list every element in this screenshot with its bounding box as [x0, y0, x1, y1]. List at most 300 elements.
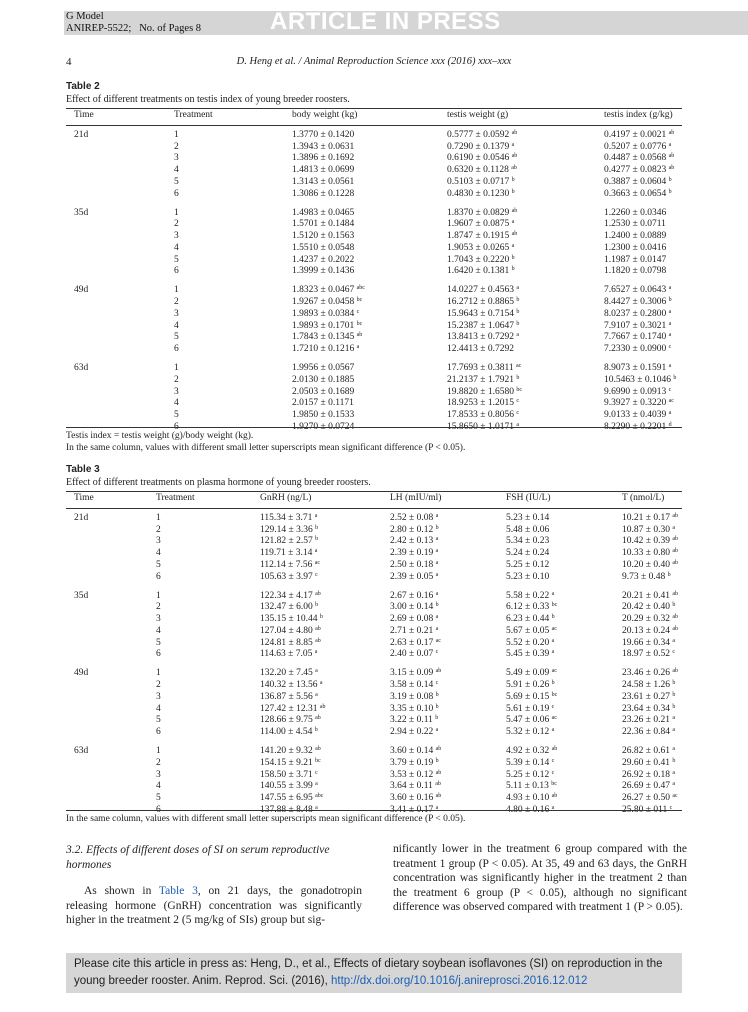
value-cell: 10.5463 ± 0.1046 $^b$ [604, 374, 677, 385]
value-cell: 22.36 ± 0.84 $^a$ [622, 726, 676, 737]
value-cell: 128.66 ± 9.75 $^{ab}$ [260, 715, 321, 726]
table-row [66, 649, 682, 661]
value-cell: 1.4983 ± 0.0465 [292, 207, 355, 218]
value-cell-superscript: ab [315, 746, 321, 753]
value-cell: 2.50 ± 0.18 $^a$ [390, 559, 439, 570]
value-cell: 5.49 ± 0.09 $^{ac}$ [506, 668, 557, 679]
value-cell: 9.73 ± 0.48 $^b$ [622, 571, 671, 582]
value-cell-superscript: abc [356, 285, 365, 292]
column-header: GnRH (ng/L) [260, 493, 312, 503]
value-cell: 3.19 ± 0.08 $^b$ [390, 691, 439, 702]
table-row [66, 219, 682, 231]
table-row [66, 746, 682, 758]
value-cell: 15.9643 ± 0.7154 $^b$ [447, 308, 520, 319]
value-cell: 1.5120 ± 0.1563 [292, 231, 355, 242]
value-cell: 122.34 ± 4.17 $^{ab}$ [260, 590, 321, 601]
article-id: ANIREP-5522; [66, 23, 132, 34]
value-cell: 5.52 ± 0.20 $^a$ [506, 637, 555, 648]
value-cell: 20.29 ± 0.32 $^{ab}$ [622, 614, 679, 625]
treatment-cell: 5 [156, 559, 161, 570]
table-row [66, 626, 682, 638]
value-cell-superscript: a [672, 726, 676, 733]
value-cell-superscript: a [314, 649, 318, 656]
value-cell: 5.67 ± 0.05 $^{ac}$ [506, 625, 557, 636]
value-cell: 0.5207 ± 0.0776 $^a$ [604, 141, 672, 152]
value-cell-superscript: a [315, 781, 318, 788]
value-cell-superscript: bc [551, 781, 557, 788]
value-cell: 5.39 ± 0.14 $^c$ [506, 757, 555, 768]
value-cell-superscript: b [435, 691, 439, 698]
value-cell-superscript: b [511, 188, 515, 195]
value-cell-superscript: a [435, 513, 439, 519]
table-row [66, 525, 682, 537]
treatment-cell: 1 [174, 285, 179, 296]
journal-model-info [66, 11, 201, 35]
value-cell: 20.21 ± 0.41 $^{ab}$ [622, 590, 679, 601]
value-cell: 12.4413 ± 0.7292 [447, 343, 514, 354]
treatment-cell: 2 [174, 141, 179, 152]
value-cell: 2.52 ± 0.08 $^a$ [390, 513, 439, 523]
value-cell: 7.6527 ± 0.0643 $^a$ [604, 285, 672, 296]
value-cell-superscript: b [435, 703, 439, 710]
value-cell-superscript: ab [315, 590, 321, 597]
value-cell-superscript: bc [551, 691, 558, 698]
value-cell: 23.61 ± 0.27 $^b$ [622, 691, 676, 702]
value-cell: 115.34 ± 3.71 $^a$ [260, 513, 318, 523]
value-cell: 7.7667 ± 0.1740 $^a$ [604, 332, 672, 343]
value-cell-superscript: c [315, 571, 318, 578]
value-cell: 147.55 ± 6.95 $^{abc}$ [260, 792, 324, 803]
value-cell: 5.34 ± 0.23 [506, 536, 550, 547]
value-cell: 0.6190 ± 0.0546 $^{ab}$ [447, 153, 518, 164]
value-cell-superscript: a [435, 625, 439, 632]
value-cell-superscript: a [668, 308, 672, 315]
value-cell: 2.80 ± 0.12 $^b$ [390, 524, 439, 535]
value-cell-superscript: a [516, 421, 520, 428]
value-cell: 1.5510 ± 0.0548 [292, 242, 355, 253]
value-cell: 15.8650 ± 1.0171 $^a$ [447, 421, 520, 432]
value-cell-superscript: ac [551, 668, 557, 675]
table-row [66, 130, 682, 142]
value-cell: 0.6320 ± 0.1128 $^{ab}$ [447, 165, 517, 176]
table3-top-rule [66, 491, 682, 492]
value-cell: 1.7843 ± 0.1345 $^{ab}$ [292, 332, 363, 343]
value-cell: 1.2400 ± 0.0889 [604, 231, 667, 242]
time-cell: 35d [74, 590, 89, 601]
treatment-cell: 3 [174, 386, 179, 397]
table-row [66, 285, 682, 297]
table-row [66, 602, 682, 614]
value-cell: 4.92 ± 0.32 $^{ab}$ [506, 746, 558, 757]
value-cell-superscript: ab [435, 668, 442, 675]
table3-caption-block [66, 463, 371, 489]
value-cell-superscript: b [672, 680, 676, 687]
value-cell-superscript: b [516, 320, 520, 327]
value-cell: 1.6420 ± 0.1381 $^b$ [447, 266, 515, 277]
treatment-cell: 4 [156, 703, 161, 714]
column-header: FSH (IU/L) [506, 493, 551, 503]
value-cell: 2.40 ± 0.07 $^c$ [390, 649, 439, 660]
value-cell-superscript: b [435, 715, 439, 722]
value-cell: 6.23 ± 0.44 $^b$ [506, 614, 555, 625]
value-cell-superscript: b [511, 254, 515, 261]
treatment-cell: 5 [156, 637, 161, 648]
treatment-cell: 3 [174, 231, 179, 242]
treatment-cell: 3 [156, 769, 161, 780]
column-header: LH (mIU/ml) [390, 493, 442, 503]
value-cell-superscript: ab [435, 746, 442, 753]
treatment-cell: 3 [156, 536, 161, 547]
value-cell: 2.0130 ± 0.1885 [292, 374, 355, 385]
value-cell: 1.8370 ± 0.0829 $^{ab}$ [447, 207, 518, 218]
column-header: Treatment [156, 493, 195, 503]
value-cell-superscript: bc [356, 297, 363, 304]
table3-footnote: In the same column, values with different small letter superscripts mean significant difference (P < 0.05). [66, 814, 466, 824]
value-cell: 1.9267 ± 0.0458 $^{bc}$ [292, 297, 363, 308]
value-cell: 1.9893 ± 0.0384 $^c$ [292, 308, 360, 319]
value-cell: 18.97 ± 0.52 $^c$ [622, 649, 676, 660]
value-cell: 114.63 ± 7.05 $^a$ [260, 649, 318, 660]
value-cell: 3.53 ± 0.12 $^{ab}$ [390, 769, 442, 780]
treatment-cell: 5 [174, 176, 179, 187]
value-cell-superscript: a [672, 637, 676, 644]
value-cell: 5.32 ± 0.12 $^a$ [506, 726, 555, 737]
value-cell: 25.80 ± 011 $^c$ [622, 804, 673, 815]
value-cell-superscript: b [315, 602, 319, 609]
table2-label: Table 2 [66, 81, 100, 92]
table-row [66, 572, 682, 584]
time-cell: 63d [74, 363, 89, 374]
value-cell: 9.3927 ± 0.3220 $^{ac}$ [604, 398, 674, 409]
citation-text: Please cite this article in press as: Heng, D., et al., Effects of dietary soybean isoflavones (SI) on reproduction in the young breeder rooster. Anim. Reprod. Sci. (2016), [74, 958, 663, 987]
table-row [66, 387, 682, 399]
value-cell-superscript: a [668, 363, 672, 370]
value-cell: 16.2712 ± 0.8865 $^b$ [447, 297, 520, 308]
value-cell-superscript: a [435, 548, 439, 555]
value-cell: 1.1987 ± 0.0147 [604, 254, 667, 265]
value-cell: 9.6990 ± 0.0913 $^c$ [604, 386, 672, 397]
value-cell-superscript: c [435, 680, 439, 687]
column-header: testis index (g/kg) [604, 110, 673, 120]
value-cell-superscript: ab [672, 513, 679, 519]
table-row [66, 638, 682, 650]
value-cell-superscript: a [668, 141, 672, 148]
value-cell-superscript: ac [551, 625, 557, 632]
value-cell: 5.25 ± 0.12 [506, 559, 550, 570]
table3-link[interactable]: Table 3 [158, 885, 198, 897]
value-cell: 1.3943 ± 0.0631 [292, 141, 355, 152]
value-cell-superscript: a [551, 637, 555, 644]
value-cell: 2.67 ± 0.16 $^a$ [390, 590, 439, 601]
value-cell-superscript: a [435, 804, 439, 811]
value-cell: 5.69 ± 0.15 $^{bc}$ [506, 691, 558, 702]
value-cell: 1.5701 ± 0.1484 [292, 219, 355, 230]
value-cell-superscript: a [356, 343, 360, 350]
value-cell: 1.3143 ± 0.0561 [292, 176, 355, 187]
value-cell-superscript: ab [672, 625, 679, 632]
body-text-left [66, 884, 362, 928]
value-cell: 112.14 ± 7.56 $^{ac}$ [260, 559, 321, 570]
value-cell-superscript: a [315, 668, 318, 675]
column-header: Time [74, 110, 94, 120]
table3-caption: Effect of different treatments on plasma hormone of young breeder roosters. [66, 477, 371, 488]
treatment-cell: 4 [174, 242, 179, 253]
value-cell: 5.11 ± 0.13 $^{bc}$ [506, 781, 557, 792]
value-cell: 0.4830 ± 0.1230 $^b$ [447, 188, 515, 199]
treatment-cell: 2 [156, 757, 161, 768]
citation-box [66, 953, 682, 993]
value-cell: 1.9850 ± 0.1533 [292, 409, 355, 420]
value-cell-superscript: b [672, 703, 676, 710]
value-cell: 0.7290 ± 0.1379 $^a$ [447, 141, 515, 152]
value-cell: 6.12 ± 0.33 $^{bc}$ [506, 602, 558, 613]
table-row [66, 297, 682, 309]
table-row [66, 770, 682, 782]
value-cell: 3.00 ± 0.14 $^b$ [390, 602, 439, 613]
banner-title: ARTICLE IN PRESS [270, 8, 501, 35]
treatment-cell: 1 [156, 668, 161, 679]
value-cell-superscript: b [668, 188, 672, 195]
value-cell: 21.2137 ± 1.7921 $^b$ [447, 374, 520, 385]
value-cell: 3.60 ± 0.16 $^{ab}$ [390, 792, 442, 803]
treatment-cell: 6 [156, 571, 161, 582]
treatment-cell: 6 [174, 343, 179, 354]
value-cell: 26.69 ± 0.47 $^a$ [622, 781, 676, 792]
treatment-cell: 5 [156, 715, 161, 726]
value-cell: 17.7693 ± 0.3811 $^{ac}$ [447, 363, 522, 374]
value-cell: 1.9956 ± 0.0567 [292, 363, 355, 374]
value-cell-superscript: b [314, 726, 318, 733]
value-cell-superscript: a [551, 804, 555, 811]
table-row [66, 692, 682, 704]
table2-caption: Effect of different treatments on testis index of young breeder roosters. [66, 94, 350, 105]
value-cell-superscript: b [319, 614, 323, 621]
value-cell-superscript: a [435, 590, 439, 597]
value-cell: 7.2330 ± 0.0900 $^c$ [604, 343, 672, 354]
time-cell: 49d [74, 285, 89, 296]
treatment-cell: 5 [174, 409, 179, 420]
value-cell: 10.87 ± 0.30 $^a$ [622, 524, 676, 535]
value-cell: 3.15 ± 0.09 $^{ab}$ [390, 668, 442, 679]
treatment-cell: 2 [156, 602, 161, 613]
time-cell: 49d [74, 668, 89, 679]
value-cell: 3.35 ± 0.10 $^b$ [390, 703, 439, 714]
value-cell: 19.8820 ± 1.6580 $^{bc}$ [447, 386, 523, 397]
value-cell: 5.61 ± 0.19 $^c$ [506, 703, 555, 714]
value-cell: 132.20 ± 7.45 $^a$ [260, 668, 318, 679]
value-cell: 0.3887 ± 0.0604 $^b$ [604, 176, 672, 187]
value-cell-superscript: ab [551, 792, 558, 799]
value-cell-superscript: a [516, 285, 520, 292]
page-count: No. of Pages 8 [139, 23, 202, 34]
value-cell-superscript: bc [356, 320, 363, 327]
value-cell-superscript: ab [672, 590, 679, 597]
value-cell-superscript: b [315, 536, 319, 543]
value-cell: 26.82 ± 0.61 $^a$ [622, 746, 676, 757]
treatment-cell: 5 [174, 332, 179, 343]
value-cell-superscript: ac [551, 715, 557, 722]
table-header-row [66, 110, 682, 122]
value-cell: 8.4427 ± 0.3006 $^b$ [604, 297, 672, 308]
table-row [66, 208, 682, 220]
table-row [66, 781, 682, 793]
value-cell: 154.15 ± 9.21 $^{bc}$ [260, 757, 321, 768]
value-cell-superscript: a [435, 614, 439, 621]
value-cell: 14.0227 ± 0.4563 $^a$ [447, 285, 520, 296]
value-cell: 0.3663 ± 0.0654 $^b$ [604, 188, 672, 199]
value-cell: 140.55 ± 3.99 $^a$ [260, 781, 318, 792]
value-cell: 0.5777 ± 0.0592 $^{ab}$ [447, 130, 518, 140]
value-cell: 137.88 ± 8.48 $^a$ [260, 804, 318, 815]
value-cell-superscript: ab [668, 130, 675, 136]
table-row [66, 321, 682, 333]
value-cell: 2.63 ± 0.17 $^{ac}$ [390, 637, 441, 648]
value-cell-superscript: a [551, 726, 555, 733]
value-cell-superscript: b [668, 297, 672, 304]
value-cell-superscript: b [672, 757, 676, 764]
column-header: Time [74, 493, 94, 503]
table-row [66, 266, 682, 278]
section-heading: 3.2. Effects of different doses of SI on serum reproductive hormones [66, 844, 330, 871]
value-cell: 1.3086 ± 0.1228 [292, 188, 355, 199]
value-cell: 24.58 ± 1.26 $^b$ [622, 680, 676, 691]
running-head: D. Heng et al. / Animal Reproduction Science xxx (2016) xxx–xxx [236, 56, 512, 67]
value-cell-superscript: b [511, 176, 515, 183]
value-cell: 129.14 ± 3.36 $^b$ [260, 524, 319, 535]
gmodel-label: G Model [66, 11, 104, 22]
value-cell: 1.9270 ± 0.0724 [292, 421, 355, 432]
value-cell-superscript: b [516, 374, 520, 381]
value-cell: 4.93 ± 0.10 $^{ab}$ [506, 792, 558, 803]
value-cell-superscript: a [435, 726, 439, 733]
value-cell: 5.58 ± 0.22 $^a$ [506, 590, 555, 601]
table-row [66, 153, 682, 165]
table-row [66, 398, 682, 410]
value-cell-superscript: a [516, 332, 520, 339]
table-header-row [66, 493, 682, 505]
value-cell-superscript: a [511, 141, 515, 148]
table-row [66, 332, 682, 344]
value-cell-superscript: c [551, 703, 555, 710]
table-row [66, 727, 682, 739]
value-cell-superscript: bc [315, 757, 321, 764]
table2-top-rule [66, 108, 682, 109]
treatment-cell: 2 [156, 680, 161, 691]
value-cell-superscript: a [551, 649, 555, 656]
value-cell-superscript: b [551, 680, 555, 687]
value-cell: 20.13 ± 0.24 $^{ab}$ [622, 625, 679, 636]
value-cell: 23.46 ± 0.26 $^{ab}$ [622, 668, 679, 679]
table-row [66, 548, 682, 560]
table-row [66, 560, 682, 572]
value-cell-superscript: a [511, 219, 515, 226]
table-row [66, 363, 682, 375]
value-cell-superscript: a [672, 746, 676, 753]
value-cell-superscript: ab [551, 746, 558, 753]
value-cell: 26.92 ± 0.18 $^a$ [622, 769, 676, 780]
value-cell: 5.91 ± 0.26 $^b$ [506, 680, 555, 691]
value-cell: 1.4237 ± 0.2022 [292, 254, 355, 265]
value-cell-superscript: ab [672, 614, 679, 621]
table-row [66, 668, 682, 680]
table2-footnote-2: In the same column, values with different small letter superscripts mean significant difference (P < 0.05). [66, 443, 466, 453]
table-row [66, 715, 682, 727]
value-cell: 29.60 ± 0.41 $^b$ [622, 757, 676, 768]
column-header: Treatment [174, 110, 213, 120]
treatment-cell: 4 [174, 165, 179, 176]
treatment-cell: 1 [174, 363, 179, 374]
value-cell-superscript: ab [511, 231, 518, 238]
table-row [66, 344, 682, 356]
page-number: 4 [66, 56, 72, 68]
value-cell-superscript: c [356, 308, 360, 315]
value-cell-superscript: ab [511, 207, 518, 214]
value-cell: 3.79 ± 0.19 $^b$ [390, 757, 439, 768]
value-cell-superscript: c [668, 386, 672, 393]
value-cell-superscript: ab [356, 332, 363, 339]
value-cell: 3.22 ± 0.11 $^b$ [390, 715, 439, 726]
value-cell: 1.9893 ± 0.1701 $^{bc}$ [292, 320, 363, 331]
value-cell: 105.63 ± 3.97 $^c$ [260, 571, 318, 582]
value-cell: 132.47 ± 6.00 $^b$ [260, 602, 319, 613]
doi-link[interactable]: http://dx.doi.org/10.1016/j.anireprosci.2016.12.012 [330, 975, 588, 987]
value-cell-superscript: b [668, 176, 672, 183]
value-cell: 158.50 ± 3.71 $^c$ [260, 769, 318, 780]
treatment-cell: 5 [156, 792, 161, 803]
value-cell-superscript: a [319, 680, 323, 687]
table-row [66, 309, 682, 321]
value-cell-superscript: ab [668, 153, 675, 160]
value-cell-superscript: c [668, 343, 672, 350]
value-cell: 3.58 ± 0.14 $^c$ [390, 680, 439, 691]
treatment-cell: 4 [156, 548, 161, 559]
value-cell-superscript: ab [315, 625, 321, 632]
value-cell-superscript: ac [672, 792, 678, 799]
value-cell: 1.9053 ± 0.0265 $^a$ [447, 242, 515, 253]
value-cell: 7.9107 ± 0.3021 $^a$ [604, 320, 672, 331]
value-cell: 8.0237 ± 0.2800 $^a$ [604, 308, 672, 319]
table-row [66, 513, 682, 525]
treatment-cell: 5 [174, 254, 179, 265]
value-cell-superscript: b [516, 308, 520, 315]
treatment-cell: 2 [156, 524, 161, 535]
value-cell-superscript: a [315, 691, 318, 698]
table-row [66, 614, 682, 626]
value-cell-superscript: ab [315, 637, 321, 644]
value-cell: 1.2530 ± 0.0711 [604, 219, 666, 230]
value-cell: 124.81 ± 8.85 $^{ab}$ [260, 637, 321, 648]
value-cell-superscript: ab [672, 559, 679, 566]
value-cell-superscript: a [315, 804, 318, 811]
value-cell: 19.66 ± 0.34 $^a$ [622, 637, 676, 648]
value-cell: 1.4813 ± 0.0699 [292, 165, 355, 176]
column-header: T (nmol/L) [622, 493, 665, 503]
value-cell: 0.4277 ± 0.0823 $^{ab}$ [604, 165, 675, 176]
column-header: testis weight (g) [447, 110, 509, 120]
treatment-cell: 2 [174, 374, 179, 385]
value-cell-superscript: a [672, 769, 676, 776]
value-cell-superscript: bc [551, 602, 558, 609]
value-cell: 1.7210 ± 0.1216 $^a$ [292, 343, 360, 354]
value-cell-superscript: a [435, 536, 439, 543]
treatment-cell: 4 [156, 625, 161, 636]
value-cell-superscript: b [667, 571, 671, 578]
treatment-cell: 6 [174, 421, 179, 432]
treatment-cell: 3 [174, 308, 179, 319]
value-cell-superscript: a [672, 715, 676, 722]
value-cell-superscript: a [314, 548, 318, 555]
treatment-cell: 6 [156, 804, 161, 815]
